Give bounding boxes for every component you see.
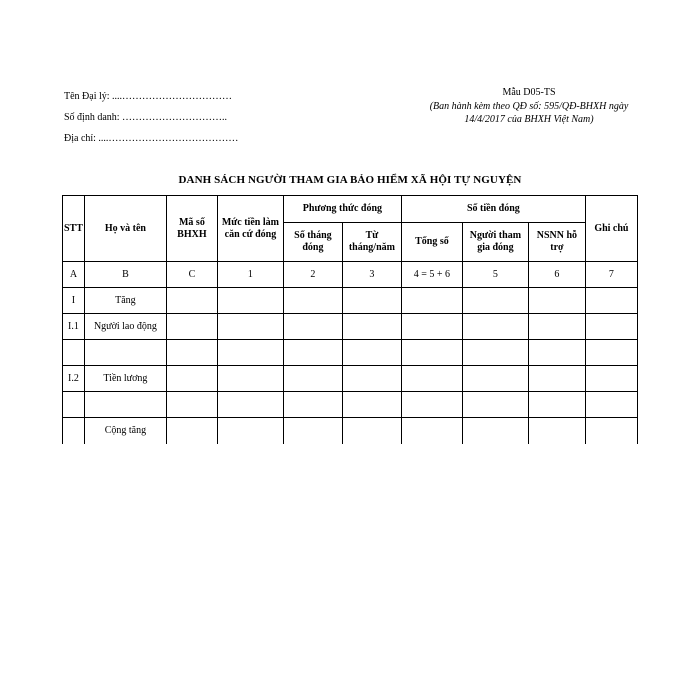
issued-by-line-2: 14/4/2017 của BHXH Việt Nam) <box>464 114 594 125</box>
participant-table <box>62 195 638 444</box>
index-cell: 2 <box>283 262 342 288</box>
header-name: Họ và tên <box>84 196 166 262</box>
identifier-line: Số định danh: ………………………….. <box>64 112 228 123</box>
row-name <box>84 392 166 418</box>
row-name: Cộng tăng <box>84 418 166 444</box>
header-total: Tổng số <box>401 223 462 262</box>
header-months-paid: Số tháng đóng <box>283 223 342 262</box>
index-cell: 6 <box>528 262 585 288</box>
agency-info <box>64 86 238 149</box>
index-cell: 7 <box>585 262 637 288</box>
index-cell: 3 <box>342 262 401 288</box>
table-row <box>63 392 638 418</box>
header-bhxh-code: Mã số BHXH <box>166 196 217 262</box>
header-base-income: Mức tiền làm căn cứ đóng <box>217 196 283 262</box>
header-amount: Số tiền đóng <box>401 196 585 223</box>
index-cell: C <box>166 262 217 288</box>
table-row <box>63 366 638 392</box>
header-payment-method: Phương thức đóng <box>283 196 401 223</box>
row-name: Tăng <box>84 288 166 314</box>
agent-name-line: Tên Đại lý: ....…………………………… <box>64 91 233 102</box>
document-title: DANH SÁCH NGƯỜI THAM GIA BẢO HIỂM XÃ HỘI TỰ NGUYỆN <box>178 174 522 186</box>
index-cell: B <box>84 262 166 288</box>
row-stt <box>63 418 85 444</box>
index-cell: 4 = 5 + 6 <box>401 262 462 288</box>
row-stt <box>63 340 85 366</box>
header-state-support: NSNN hỗ trợ <box>528 223 585 262</box>
row-name: Tiền lương <box>84 366 166 392</box>
index-cell: A <box>63 262 85 288</box>
index-row <box>63 262 638 288</box>
issued-by-line-1: (Ban hành kèm theo QĐ số: 595/QĐ-BHXH ngày <box>429 101 629 112</box>
index-cell: 1 <box>217 262 283 288</box>
header-stt: STT <box>63 196 85 262</box>
index-cell: 5 <box>462 262 528 288</box>
table-row <box>63 340 638 366</box>
header-participant: Người tham gia đóng <box>462 223 528 262</box>
table-row <box>63 314 638 340</box>
row-stt: I <box>63 288 85 314</box>
table-row-total <box>63 418 638 444</box>
row-name <box>84 340 166 366</box>
form-code: Mẫu D05-TS <box>502 87 556 98</box>
row-stt: I.1 <box>63 314 85 340</box>
header-from-month: Từ tháng/năm <box>342 223 401 262</box>
row-stt <box>63 392 85 418</box>
address-line: Địa chỉ: ....………………………………… <box>64 133 239 144</box>
form-info <box>400 86 658 126</box>
row-name: Người lao động <box>84 314 166 340</box>
header-note: Ghi chú <box>585 196 637 262</box>
table-row <box>63 288 638 314</box>
row-stt: I.2 <box>63 366 85 392</box>
